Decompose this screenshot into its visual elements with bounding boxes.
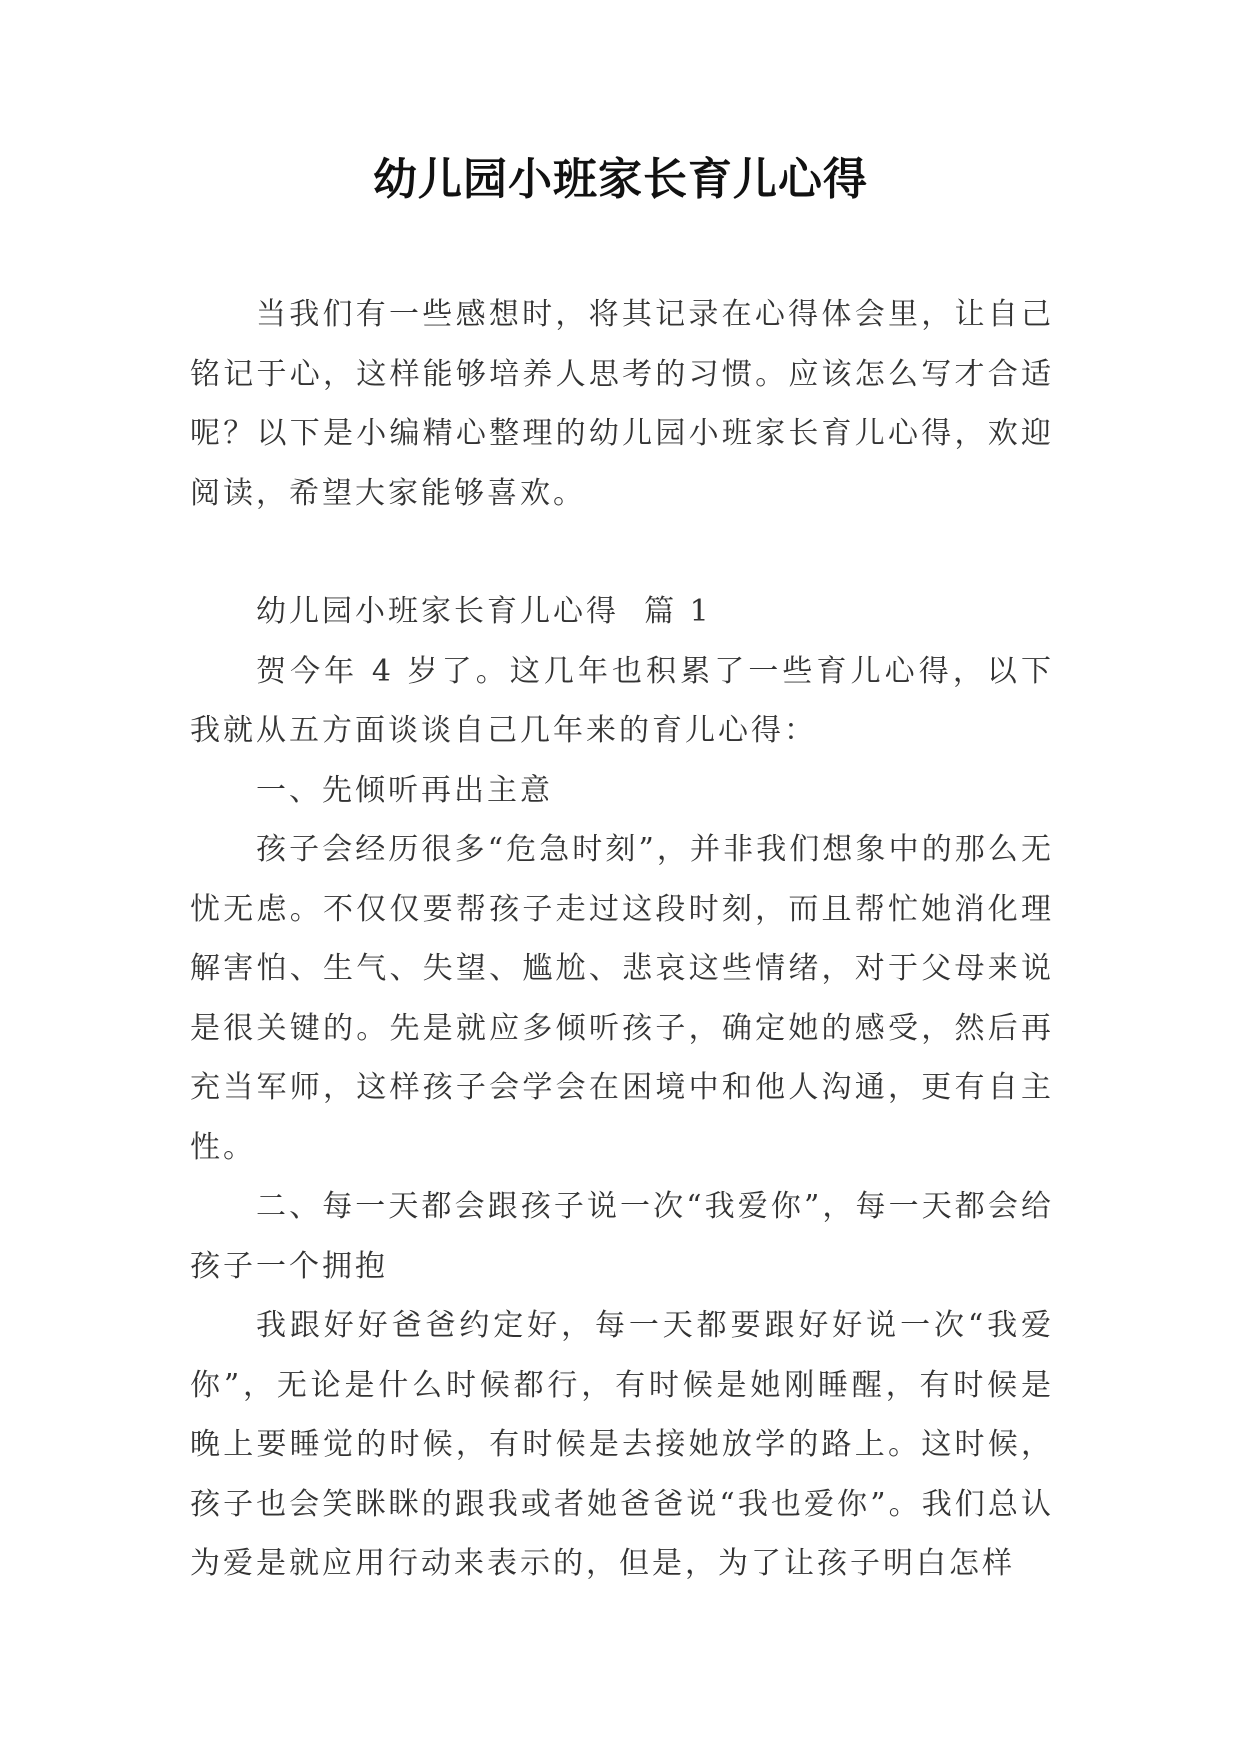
document-body <box>190 285 1054 1594</box>
body-paragraph-3: 我跟好好爸爸约定好，每一天都要跟好好说一次“我爱你”，无论是什么时候都行，有时候是她刚睡醒，有时候是晚上要睡觉的时候，有时候是去接她放学的路上。这时候，孩子也会笑眯眯的跟我或者她爸爸说“我也爱你”。我们总认为爱是就应用行动来表示的，但是，为了让孩子明白怎样 <box>190 1308 1054 1581</box>
subheading-1: 一、先倾听再出主意 <box>256 772 553 808</box>
intro-paragraph: 当我们有一些感想时，将其记录在心得体会里，让自己铭记于心，这样能够培养人思考的习惯。应该怎么写才合适呢？以下是小编精心整理的幼儿园小班家长育儿心得，欢迎阅读，希望大家能够喜欢。 <box>190 297 1054 511</box>
body-paragraph-1: 贺今年 4 岁了。这几年也积累了一些育儿心得，以下我就从五方面谈谈自己几年来的育儿心得： <box>190 653 1054 748</box>
body-paragraph-2: 孩子会经历很多“危急时刻”，并非我们想象中的那么无忧无虑。不仅仅要帮孩子走过这段时刻，而且帮忙她消化理解害怕、生气、失望、尴尬、悲哀这些情绪，对于父母来说是很关键的。先是就应多倾听孩子，确定她的感受，然后再充当军师，这样孩子会学会在困境中和他人沟通，更有自主性。 <box>190 832 1054 1165</box>
subheading-2: 二、每一天都会跟孩子说一次“我爱你”，每一天都会给孩子一个拥抱 <box>190 1189 1054 1284</box>
document-title: 幼儿园小班家长育儿心得 <box>373 154 868 205</box>
section-heading: 幼儿园小班家长育儿心得 篇 1 <box>256 594 712 629</box>
paragraph-spacer <box>190 523 1054 582</box>
